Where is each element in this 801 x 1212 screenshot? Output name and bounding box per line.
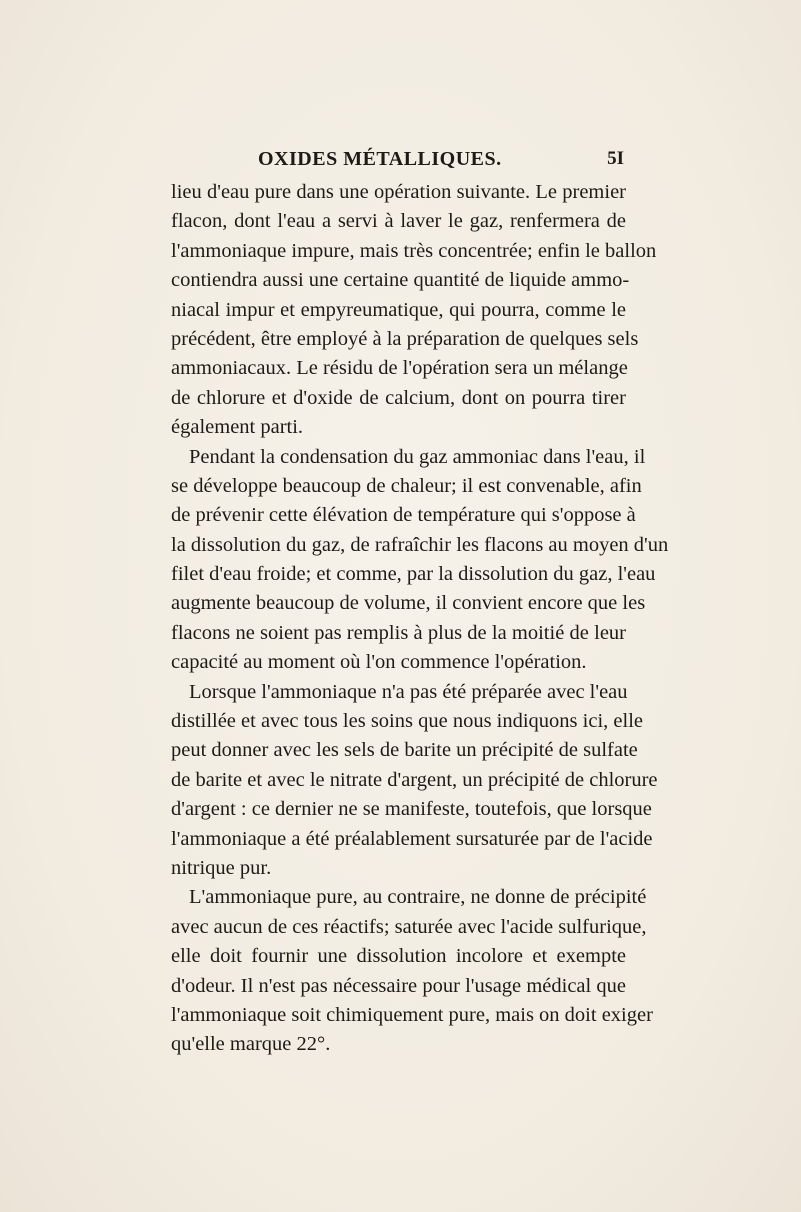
- text-line: l'ammoniaque a été préalablement sursaturée par de l'acide: [171, 827, 653, 850]
- page-number: 5I: [607, 148, 624, 169]
- text-line: avec aucun de ces réactifs; saturée avec l'acide sulfurique,: [171, 915, 647, 938]
- text-line: la dissolution du gaz, de rafraîchir les flacons au moyen d'un: [171, 533, 669, 556]
- text-line: également parti.: [171, 416, 304, 439]
- text-line: distillée et avec tous les soins que nous indiquons ici, elle: [171, 710, 643, 733]
- text-line: l'ammoniaque soit chimiquement pure, mais on doit exiger: [171, 1003, 653, 1026]
- paragraph-start-line: Lorsque l'ammoniaque n'a pas été préparée avec l'eau: [189, 680, 628, 703]
- text-line: flacon, dont l'eau a servi à laver le gaz, renfermera de: [171, 210, 626, 233]
- text-line: de chlorure et d'oxide de calcium, dont on pourra tirer: [171, 386, 626, 409]
- paragraph-start-line: Pendant la condensation du gaz ammoniac dans l'eau, il: [189, 445, 646, 468]
- page-header: [258, 148, 624, 174]
- text-line: précédent, être employé à la préparation de quelques sels: [171, 327, 639, 350]
- text-line: flacons ne soient pas remplis à plus de la moitié de leur: [171, 621, 626, 644]
- text-line: de barite et avec le nitrate d'argent, un précipité de chlorure: [171, 768, 658, 791]
- text-line: capacité au moment où l'on commence l'opération.: [171, 651, 587, 674]
- text-line: nitrique pur.: [171, 856, 272, 879]
- text-line: d'argent : ce dernier ne se manifeste, toutefois, que lorsque: [171, 798, 652, 821]
- text-line: d'odeur. Il n'est pas nécessaire pour l'usage médical que: [171, 974, 626, 997]
- text-line: filet d'eau froide; et comme, par la dissolution du gaz, l'eau: [171, 563, 656, 586]
- text-line: lieu d'eau pure dans une opération suivante. Le premier: [171, 181, 626, 203]
- text-line: qu'elle marque 22°.: [171, 1033, 331, 1056]
- paragraph-start-line: L'ammoniaque pure, au contraire, ne donne de précipité: [189, 886, 647, 909]
- text-line: ammoniacaux. Le résidu de l'opération sera un mélange: [171, 357, 628, 380]
- text-line: peut donner avec les sels de barite un précipité de sulfate: [171, 739, 638, 762]
- running-title: OXIDES MÉTALLIQUES.: [258, 148, 502, 170]
- text-line: elle doit fournir une dissolution incolore et exempte: [171, 945, 626, 968]
- text-line: contiendra aussi une certaine quantité de liquide ammo-: [171, 269, 630, 292]
- body-text: [171, 178, 669, 1060]
- text-line: se développe beaucoup de chaleur; il est convenable, afin: [171, 474, 642, 497]
- text-line: augmente beaucoup de volume, il convient encore que les: [171, 592, 646, 615]
- text-line: niacal impur et empyreumatique, qui pourra, comme le: [171, 298, 626, 321]
- text-line: de prévenir cette élévation de température qui s'oppose à: [171, 504, 636, 527]
- text-line: l'ammoniaque impure, mais très concentrée; enfin le ballon: [171, 239, 657, 262]
